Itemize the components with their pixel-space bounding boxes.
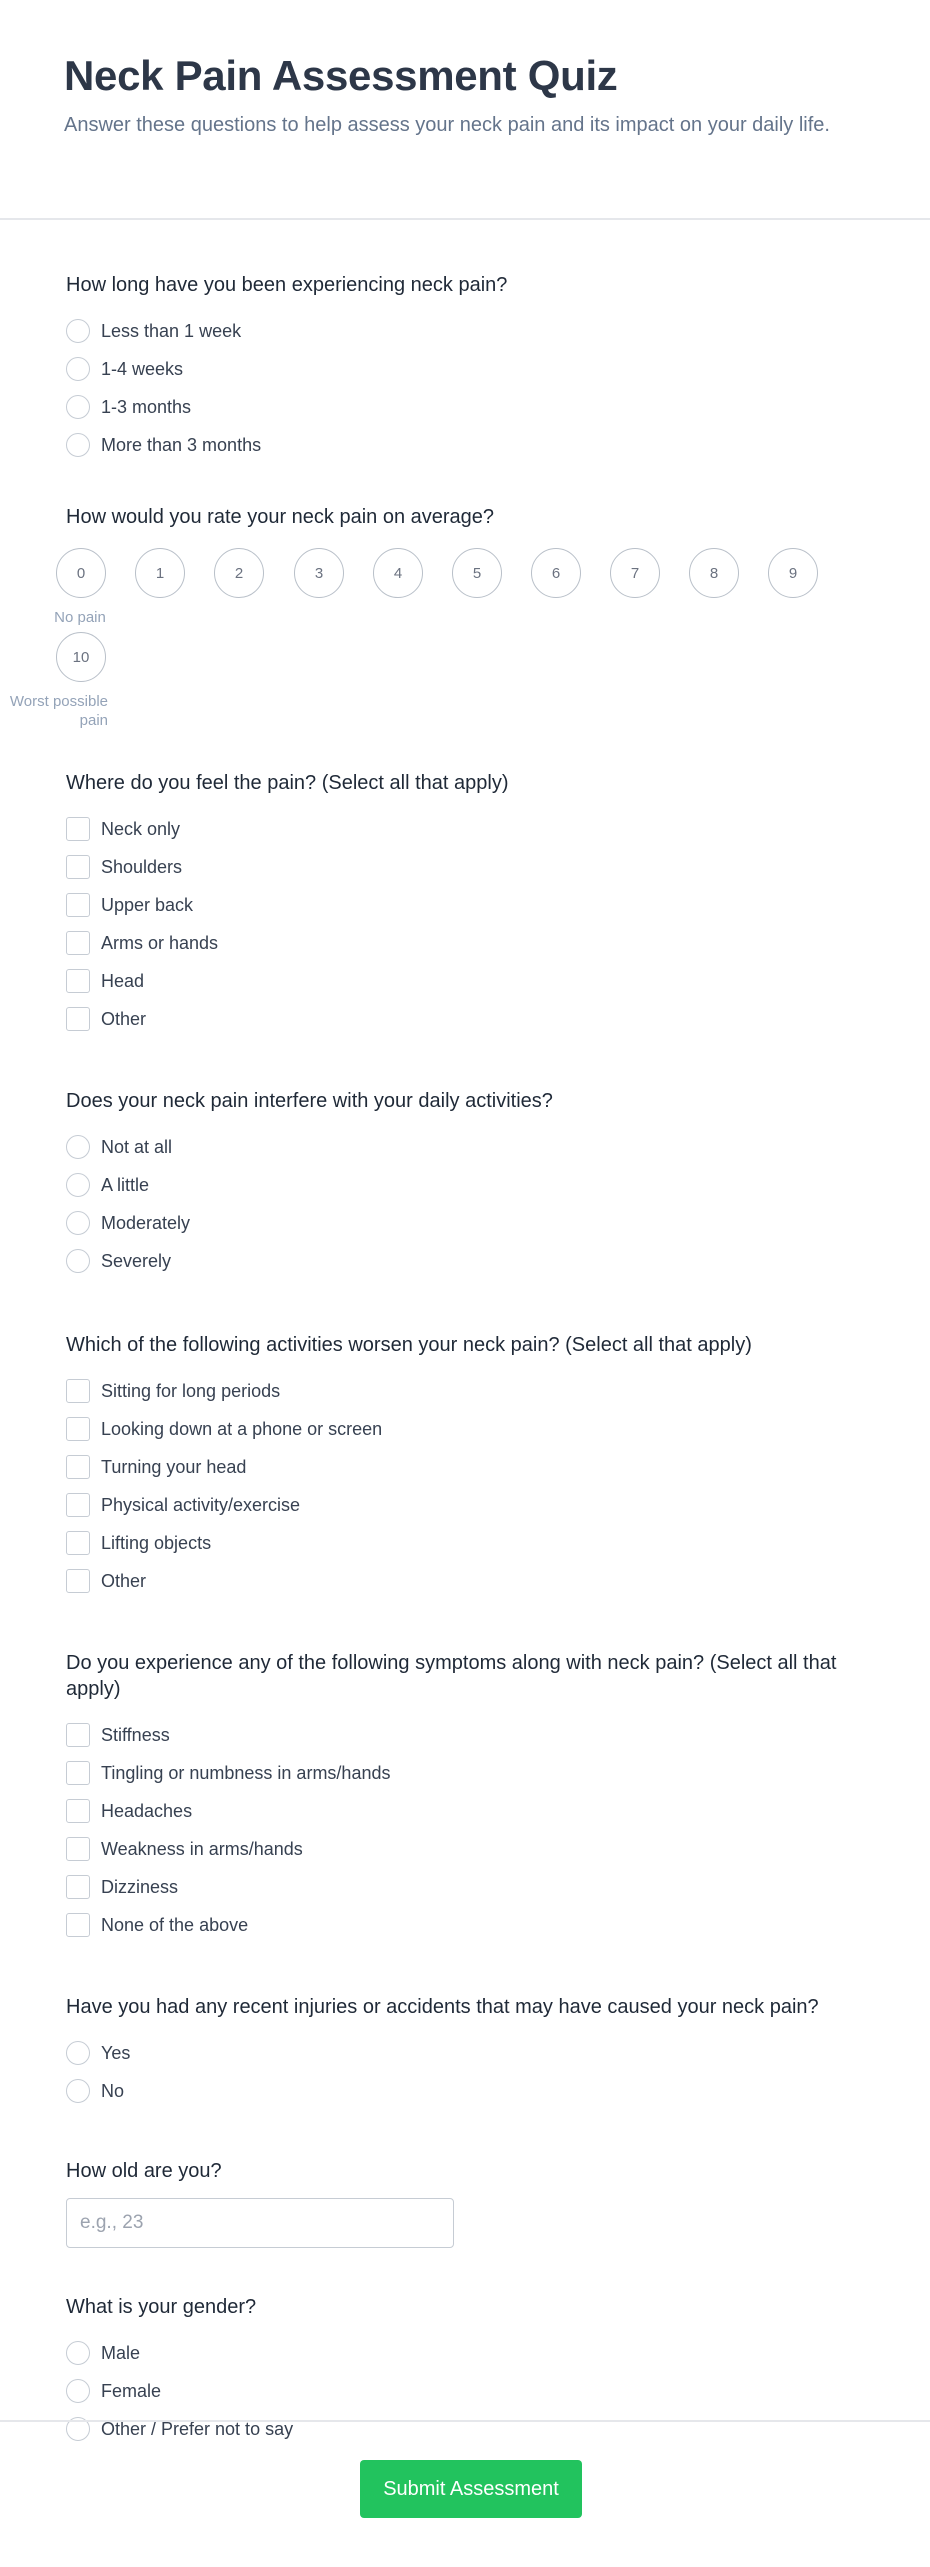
option-label: Stiffness: [101, 1724, 170, 1745]
page-subtitle: Answer these questions to help assess your neck pain and its impact on your daily life.: [64, 114, 830, 136]
radio-button[interactable]: [66, 2041, 90, 2065]
radio-option[interactable]: [66, 312, 864, 350]
rating-button-5[interactable]: 5: [452, 548, 502, 598]
radio-option[interactable]: [66, 1242, 864, 1280]
checkbox-option[interactable]: [66, 962, 864, 1000]
checkbox-option[interactable]: [66, 1562, 864, 1600]
radio-button[interactable]: [66, 1211, 90, 1235]
radio-button[interactable]: [66, 1135, 90, 1159]
rating-button-3[interactable]: 3: [294, 548, 344, 598]
option-label: Head: [101, 970, 145, 991]
radio-button[interactable]: [66, 319, 90, 343]
radio-option[interactable]: [66, 426, 864, 464]
checkbox[interactable]: [66, 1417, 90, 1441]
option-label: Other: [101, 1570, 147, 1591]
radio-option[interactable]: [66, 2334, 864, 2372]
option-label: Sitting for long periods: [101, 1380, 281, 1401]
question-age: [66, 2158, 864, 2248]
form-footer: [0, 2420, 930, 2567]
question-duration: [66, 272, 864, 464]
rating-button-10[interactable]: 10: [56, 632, 106, 682]
rating-button-7[interactable]: 7: [610, 548, 660, 598]
question-title: How long have you been experiencing neck pain?: [66, 274, 508, 296]
option-label: Weakness in arms/hands: [101, 1838, 303, 1859]
age-input[interactable]: [66, 2198, 454, 2248]
rating-button-9[interactable]: 9: [768, 548, 818, 598]
option-label: 1-4 weeks: [101, 358, 184, 379]
checkbox[interactable]: [66, 931, 90, 955]
checkbox[interactable]: [66, 1837, 90, 1861]
rating-button-2[interactable]: 2: [214, 548, 264, 598]
radio-button[interactable]: [66, 2079, 90, 2103]
option-label: A little: [101, 1174, 150, 1195]
checkbox[interactable]: [66, 855, 90, 879]
checkbox[interactable]: [66, 893, 90, 917]
rating-button-6[interactable]: 6: [531, 548, 581, 598]
radio-option[interactable]: [66, 1166, 864, 1204]
rating-button-8[interactable]: 8: [689, 548, 739, 598]
question-title: Do you experience any of the following symptoms along with neck pain? (Select all that apply): [66, 1652, 837, 1700]
checkbox-option[interactable]: [66, 1868, 864, 1906]
option-label: Lifting objects: [101, 1532, 212, 1553]
checkbox-option[interactable]: [66, 1410, 864, 1448]
question-title: Does your neck pain interfere with your daily activities?: [66, 1090, 553, 1112]
option-label: Not at all: [101, 1136, 173, 1157]
checkbox[interactable]: [66, 1569, 90, 1593]
radio-button[interactable]: [66, 395, 90, 419]
checkbox[interactable]: [66, 1913, 90, 1937]
option-label: 1-3 months: [101, 396, 192, 417]
option-label: Male: [101, 2342, 141, 2363]
option-label: Looking down at a phone or screen: [101, 1418, 383, 1439]
checkbox-option[interactable]: [66, 810, 864, 848]
question-daily-interference: [66, 1088, 864, 1280]
radio-option[interactable]: [66, 1128, 864, 1166]
rating-button-1[interactable]: 1: [135, 548, 185, 598]
checkbox-option[interactable]: [66, 1000, 864, 1038]
checkbox-option[interactable]: [66, 1524, 864, 1562]
radio-option[interactable]: [66, 350, 864, 388]
rating-button-0[interactable]: 0: [56, 548, 106, 598]
rating-button-4[interactable]: 4: [373, 548, 423, 598]
quiz-form: [0, 272, 930, 2448]
checkbox[interactable]: [66, 817, 90, 841]
radio-button[interactable]: [66, 2379, 90, 2403]
checkbox[interactable]: [66, 1875, 90, 1899]
checkbox-option[interactable]: [66, 1830, 864, 1868]
page-title: Neck Pain Assessment Quiz: [64, 52, 618, 99]
checkbox[interactable]: [66, 1761, 90, 1785]
checkbox-option[interactable]: [66, 1792, 864, 1830]
checkbox-option[interactable]: [66, 1716, 864, 1754]
option-label: Physical activity/exercise: [101, 1494, 301, 1515]
option-label: No: [101, 2080, 125, 2101]
question-title: What is your gender?: [66, 2296, 257, 2318]
option-label: Arms or hands: [101, 932, 219, 953]
checkbox[interactable]: [66, 1379, 90, 1403]
radio-button[interactable]: [66, 1249, 90, 1273]
checkbox[interactable]: [66, 1799, 90, 1823]
pain-rating-scale: [0, 544, 864, 764]
option-label: Other / Prefer not to say: [101, 2418, 294, 2439]
option-label: Other: [101, 1008, 147, 1029]
checkbox-option[interactable]: [66, 848, 864, 886]
option-label: Headaches: [101, 1800, 193, 1821]
option-label: Female: [101, 2380, 162, 2401]
checkbox[interactable]: [66, 1531, 90, 1555]
question-title: How old are you?: [66, 2160, 222, 2182]
quiz-header: [0, 0, 930, 220]
radio-button[interactable]: [66, 433, 90, 457]
radio-option[interactable]: [66, 2034, 864, 2072]
checkbox[interactable]: [66, 969, 90, 993]
question-title: Have you had any recent injuries or accidents that may have caused your neck pain?: [66, 1996, 819, 2018]
option-label: Yes: [101, 2042, 131, 2063]
radio-option[interactable]: [66, 2372, 864, 2410]
option-label: Shoulders: [101, 856, 183, 877]
radio-option[interactable]: [66, 388, 864, 426]
radio-option[interactable]: [66, 1204, 864, 1242]
rating-max-label: Worst possible pain: [9, 693, 108, 729]
checkbox-option[interactable]: [66, 1372, 864, 1410]
checkbox-option[interactable]: [66, 886, 864, 924]
question-title: Where do you feel the pain? (Select all that apply): [66, 772, 509, 794]
question-recent-injury: [66, 1994, 864, 2110]
question-pain-location: [66, 770, 864, 1038]
question-worsening-activities: [66, 1332, 864, 1600]
question-pain-rating: [9, 504, 864, 764]
question-title: How would you rate your neck pain on average?: [66, 506, 495, 528]
radio-option[interactable]: [66, 2072, 864, 2110]
checkbox-option[interactable]: [66, 1486, 864, 1524]
option-label: Dizziness: [101, 1876, 179, 1897]
option-label: Moderately: [101, 1212, 191, 1233]
checkbox[interactable]: [66, 1455, 90, 1479]
checkbox-option[interactable]: [66, 1448, 864, 1486]
checkbox[interactable]: [66, 1493, 90, 1517]
radio-button[interactable]: [66, 1173, 90, 1197]
question-title: Which of the following activities worsen your neck pain? (Select all that apply): [66, 1334, 752, 1356]
rating-min-label: No pain: [54, 609, 106, 626]
checkbox-option[interactable]: [66, 1906, 864, 1944]
radio-button[interactable]: [66, 357, 90, 381]
option-label: Tingling or numbness in arms/hands: [101, 1762, 391, 1783]
checkbox-option[interactable]: [66, 1754, 864, 1792]
option-label: Neck only: [101, 818, 181, 839]
question-symptoms: [66, 1650, 864, 1944]
checkbox[interactable]: [66, 1007, 90, 1031]
option-label: More than 3 months: [101, 434, 262, 455]
option-label: Upper back: [101, 894, 194, 915]
submit-button[interactable]: Submit Assessment: [360, 2460, 582, 2518]
option-label: Less than 1 week: [101, 320, 242, 341]
option-label: Turning your head: [101, 1456, 247, 1477]
radio-button[interactable]: [66, 2341, 90, 2365]
checkbox[interactable]: [66, 1723, 90, 1747]
checkbox-option[interactable]: [66, 924, 864, 962]
option-label: Severely: [101, 1250, 172, 1271]
option-label: None of the above: [101, 1914, 249, 1935]
